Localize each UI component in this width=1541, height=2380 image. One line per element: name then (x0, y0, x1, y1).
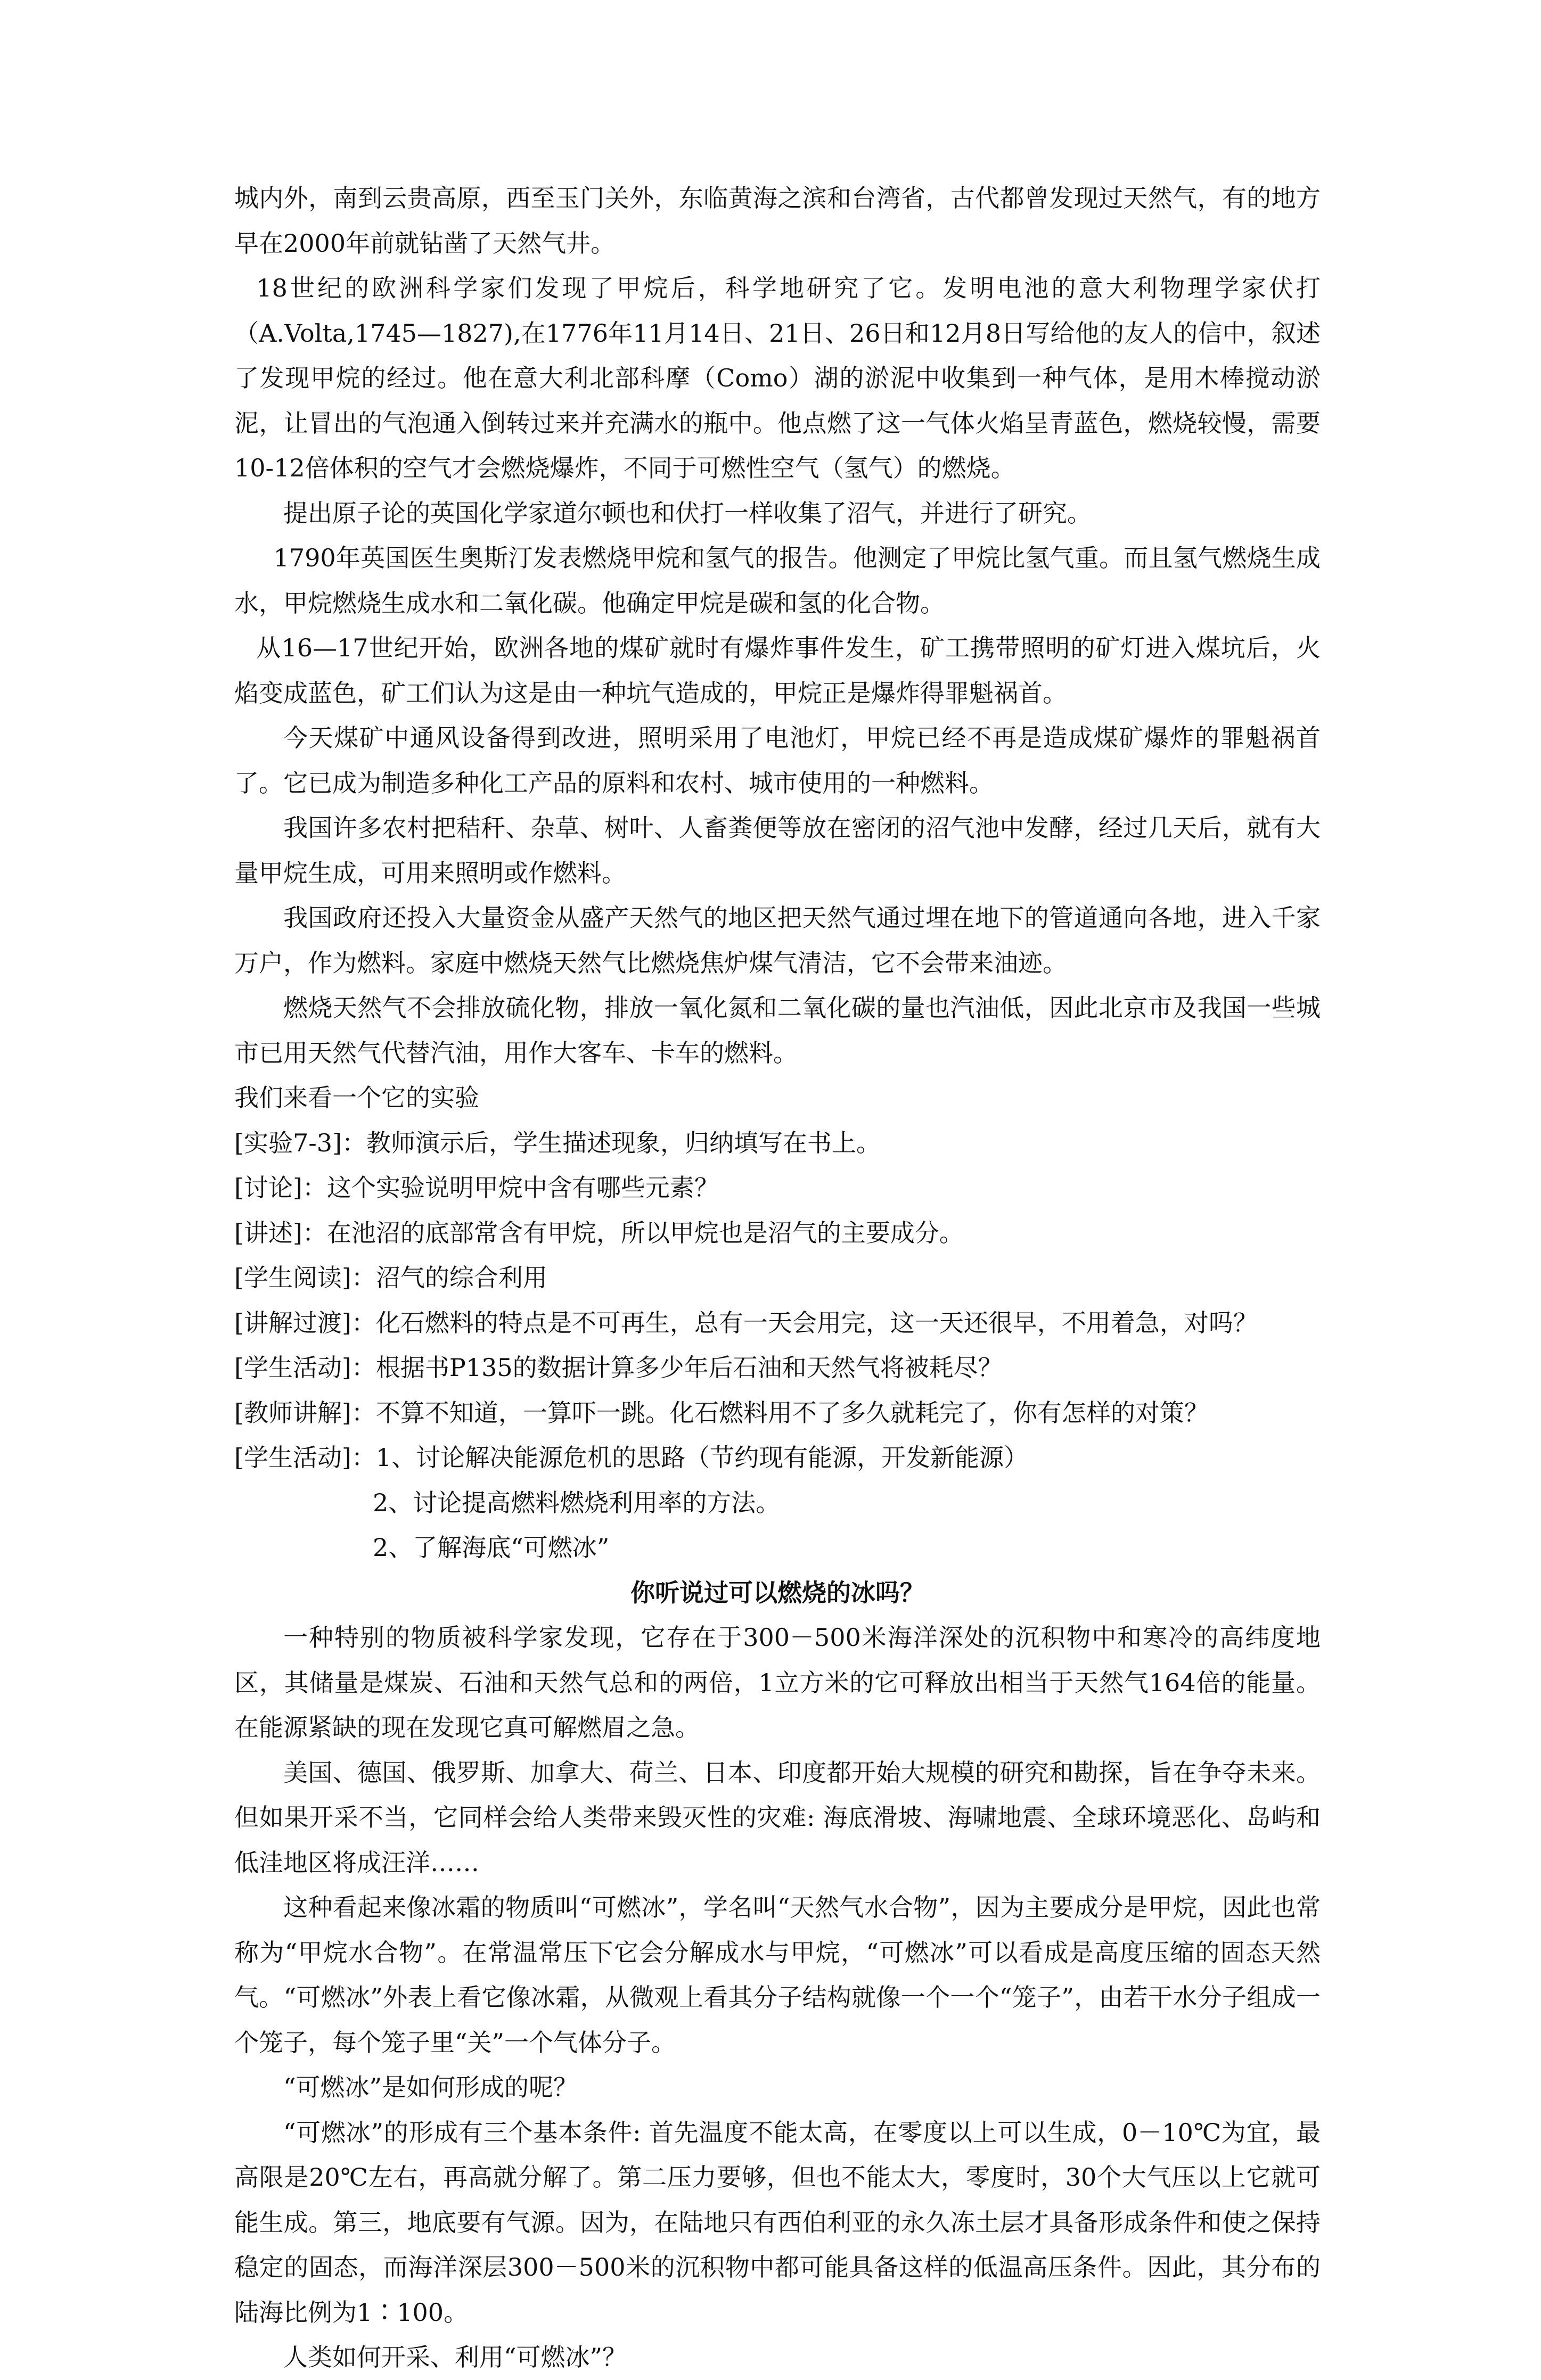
paragraph-narration: [讲述]：在池沼的底部常含有甲烷，所以甲烷也是沼气的主要成分。 (234, 1218, 964, 1247)
paragraph-transition: [讲解过渡]：化石燃料的特点是不可再生，总有一天会用完，这一天还很早，不用着急，对吗？ (234, 1308, 1258, 1337)
paragraph-ice-exploitation-question: 人类如何开采、利用“可燃冰”？ (283, 2343, 627, 2371)
paragraph-ice-discovery: 一种特别的物质被科学家发现，它存在于300－500米海洋深处的沉积物中和寒冷的高纬度地区，其储量是煤炭、石油和天然气总和的两倍，1立方米的它可释放出相当于天然气164倍的能量。在能源紧缺的现在发现它真可解燃眉之急。 (234, 1623, 1321, 1742)
paragraph-ice-formation-question: “可燃冰”是如何形成的呢？ (283, 2073, 578, 2102)
list-item-combustion-efficiency: 2、讨论提高燃料燃烧利用率的方法。 (373, 1488, 781, 1517)
paragraph-volta-discovery: 18世纪的欧洲科学家们发现了甲烷后，科学地研究了它。发明电池的意大利物理学家伏打（A.Volta,1745—1827),在1776年11月14日、21日、26日和12月8日写给他的友人的信中，叙述了发现甲烷的经过。他在意大利北部科摩（Como）湖的淤泥中收集到一种气体，是用木棒搅动淤泥，让冒出的气泡通入倒转过来并充满水的瓶中。他点燃了这一气体火焰呈青蓝色，燃烧较慢，需要10-12倍体积的空气才会燃烧爆炸，不同于可燃性空气（氢气）的燃烧。 (234, 274, 1321, 482)
paragraph-discussion: [讨论]：这个实验说明甲烷中含有哪些元素？ (234, 1173, 719, 1202)
paragraph-rural-biogas: 我国许多农村把秸秆、杂草、树叶、人畜粪便等放在密闭的沼气池中发酵，经过几天后，就有大量甲烷生成，可用来照明或作燃料。 (234, 813, 1321, 887)
paragraph-ice-formation-conditions: “可燃冰”的形成有三个基本条件: 首先温度不能太高，在零度以上可以生成，0－10℃为宜，最高限是20℃左右，再高就分解了。第二压力要够，但也不能太大，零度时，30个大气压以上它就可能生成。第三，地底要有气源。因为，在陆地只有西伯利亚的永久冻土层才具备形成条件和使之保持稳定的固态，而海洋深层300－500米的沉积物中都可能具备这样的低温高压条件。因此，其分布的陆海比例为1∶100。 (234, 2118, 1321, 2327)
paragraph-gas-pipelines: 我国政府还投入大量资金从盛产天然气的地区把天然气通过埋在地下的管道通向各地，进入千家万户，作为燃料。家庭中燃烧天然气比燃烧焦炉煤气清洁，它不会带来油迹。 (234, 903, 1321, 977)
paragraph-experiment-intro: 我们来看一个它的实验 (234, 1083, 479, 1112)
paragraph-experiment-7-3: [实验7-3]：教师演示后，学生描述现象，归纳填写在书上。 (234, 1128, 881, 1157)
paragraph-student-activity-2: [学生活动]：1、讨论解决能源危机的思路（节约现有能源，开发新能源） (234, 1443, 1029, 1472)
section-title: 你听说过可以燃烧的冰吗？ (630, 1578, 924, 1607)
paragraph-student-reading: [学生阅读]：沼气的综合利用 (234, 1263, 547, 1292)
document-page (234, 176, 1321, 2380)
paragraph-gas-vehicles: 燃烧天然气不会排放硫化物，排放一氧化氮和二氧化碳的量也汽油低，因此北京市及我国一些城市已用天然气代替汽油，用作大客车、卡车的燃料。 (234, 993, 1321, 1067)
paragraph-teacher-explanation: [教师讲解]：不算不知道，一算吓一跳。化石燃料用不了多久就耗完了，你有怎样的对策？ (234, 1398, 1209, 1427)
list-item-combustible-ice: 2、了解海底“可燃冰” (373, 1533, 610, 1562)
paragraph-ice-research: 美国、德国、俄罗斯、加拿大、荷兰、日本、印度都开始大规模的研究和勘探，旨在争夺未来。但如果开采不当，它同样会给人类带来毁灭性的灾难: 海底滑坡、海啸地震、全球环境恶化、岛屿和低洼地区将成汪洋…… (234, 1758, 1321, 1877)
paragraph-natural-gas-history: 城内外，南到云贵高原，西至玉门关外，东临黄海之滨和台湾省，古代都曾发现过天然气，有的地方早在2000年前就钻凿了天然气井。 (234, 184, 1321, 258)
paragraph-mine-ventilation: 今天煤矿中通风设备得到改进，照明采用了电池灯，甲烷已经不再是造成煤矿爆炸的罪魁祸首了。它已成为制造多种化工产品的原料和农村、城市使用的一种燃料。 (234, 723, 1321, 797)
paragraph-austin-report: 1790年英国医生奥斯汀发表燃烧甲烷和氢气的报告。他测定了甲烷比氢气重。而且氢气燃烧生成水，甲烷燃烧生成水和二氧化碳。他确定甲烷是碳和氢的化合物。 (234, 543, 1321, 617)
paragraph-student-activity-1: [学生活动]：根据书P135的数据计算多少年后石油和天然气将被耗尽？ (234, 1353, 1003, 1382)
paragraph-mine-explosions: 从16—17世纪开始，欧洲各地的煤矿就时有爆炸事件发生，矿工携带照明的矿灯进入煤坑后，火焰变成蓝色，矿工们认为这是由一种坑气造成的，甲烷正是爆炸得罪魁祸首。 (234, 633, 1321, 707)
paragraph-ice-definition: 这种看起来像冰霜的物质叫“可燃冰”，学名叫“天然气水合物”，因为主要成分是甲烷，因此也常称为“甲烷水合物”。在常温常压下它会分解成水与甲烷，“可燃冰”可以看成是高度压缩的固态天然气。“可燃冰”外表上看它像冰霜，从微观上看其分子结构就像一个一个“笼子”，由若干水分子组成一个笼子，每个笼子里“关”一个气体分子。 (234, 1893, 1321, 2057)
paragraph-dalton: 提出原子论的英国化学家道尔顿也和伏打一样收集了沼气，并进行了研究。 (283, 498, 1092, 528)
